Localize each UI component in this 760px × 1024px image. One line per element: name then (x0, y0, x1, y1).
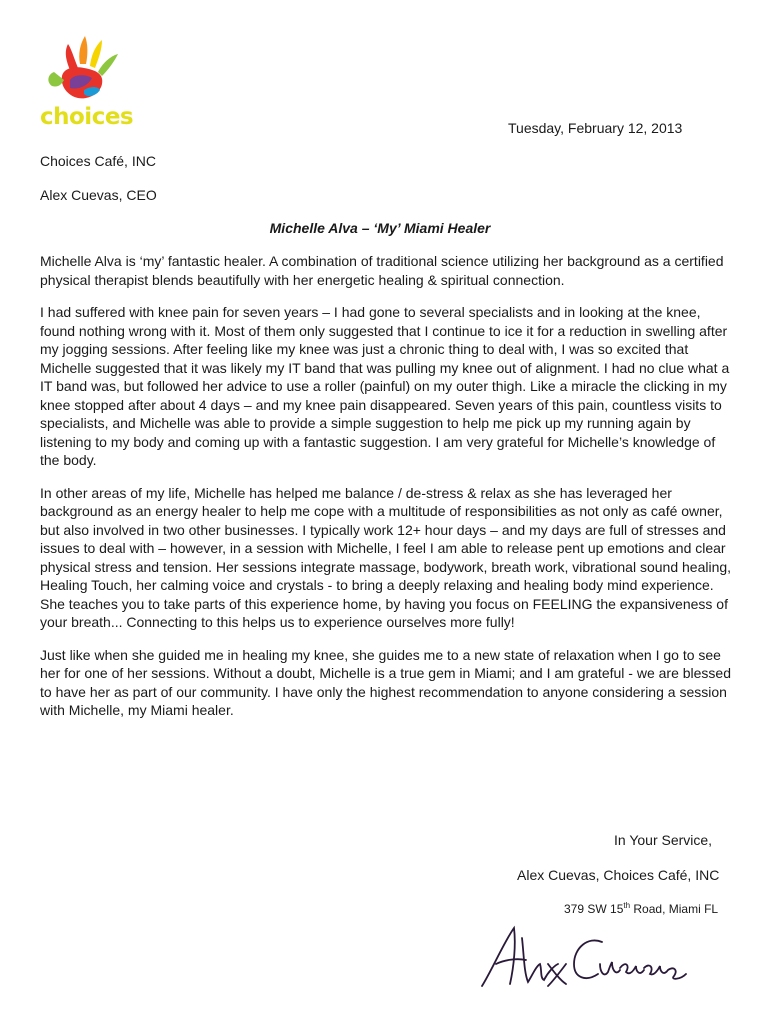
letter-body (40, 252, 736, 734)
logo-thumb (48, 72, 64, 87)
logo-finger-orange (79, 36, 87, 64)
address-street: 379 SW 15 (564, 902, 624, 916)
body-paragraph: Just like when she guided me in healing my knee, she guides me to a new state of relaxation when I go to see her for one of her sessions. Without a doubt, Michelle is a true gem in Miami; and I am grateful - we are blessed to have her as part of our community. I have only the highest recommendation to anyone considering a session with Michelle, my Miami healer. (40, 646, 731, 718)
address-ordinal: th (623, 901, 631, 910)
logo-finger-green (98, 54, 118, 76)
handwritten-signature (470, 920, 700, 1000)
letter-subject: Michelle Alva – ‘My’ Miami Healer (269, 220, 491, 236)
recipient-company: Choices Café, INC (40, 153, 156, 169)
closing-salutation: In Your Service, (614, 832, 713, 848)
closing-name: Alex Cuevas, Choices Café, INC (517, 867, 720, 883)
logo-finger-yellow (90, 40, 102, 68)
choices-logo (40, 32, 140, 130)
recipient-person: Alex Cuevas, CEO (40, 187, 157, 203)
logo-finger-red (66, 44, 78, 70)
body-paragraph: In other areas of my life, Michelle has helped me balance / de-stress & relax as she has leveraged her background as an energy healer to help me cope with a multitude of responsibilities as not only as café owner, but also involved in two other businesses. I typically work 12+ hour days – and my days are full of stresses and issues to deal with – however, in a session with Michelle, I feel I am able to release pent up emotions and clear physical stress and tension. Her sessions integrate massage, bodywork, breath work, vibrational sound healing, Healing Touch, her calming voice and crystals - to bring a deeply relaxing and healing body mind experience. She teaches you to take parts of this experience home, by having you focus on FEELING the expansiveness of your breath... Connecting to this helps us to experience ourselves more fully! (40, 484, 732, 630)
closing-address (564, 901, 718, 917)
logo-wordmark: choices (40, 104, 134, 130)
letter-date: Tuesday, February 12, 2013 (508, 120, 683, 136)
hand-print-icon (40, 32, 140, 104)
body-paragraph: Michelle Alva is ‘my’ fantastic healer. A combination of traditional science utilizing her background as a certified physical therapist blends beautifully with her energetic healing & spiritual connection. (40, 253, 724, 288)
body-paragraph: I had suffered with knee pain for seven years – I had gone to several specialists and in looking at the knee, found nothing wrong with it. Most of them only suggested that I continue to ice it for a reduction in swelling after my jogging sessions. After feeling like my knee was just a chronic thing to deal with, I was so excited that Michelle suggested that it was likely my IT band that was pulling my knee out of alignment. I had no clue what a IT band was, but followed her advice to use a roller (painful) on my outer thigh. Like a miracle the clicking in my knee stopped after about 4 days – and my knee pain disappeared. Seven years of this pain, countless visits to specialists, and Michelle was able to provide a simple suggestion to help me pick up my running again by listening to my body and coming up with a fantastic suggestion. I am very grateful for Michelle’s knowledge of the body. (40, 304, 730, 468)
address-city: Road, Miami FL (630, 902, 719, 916)
